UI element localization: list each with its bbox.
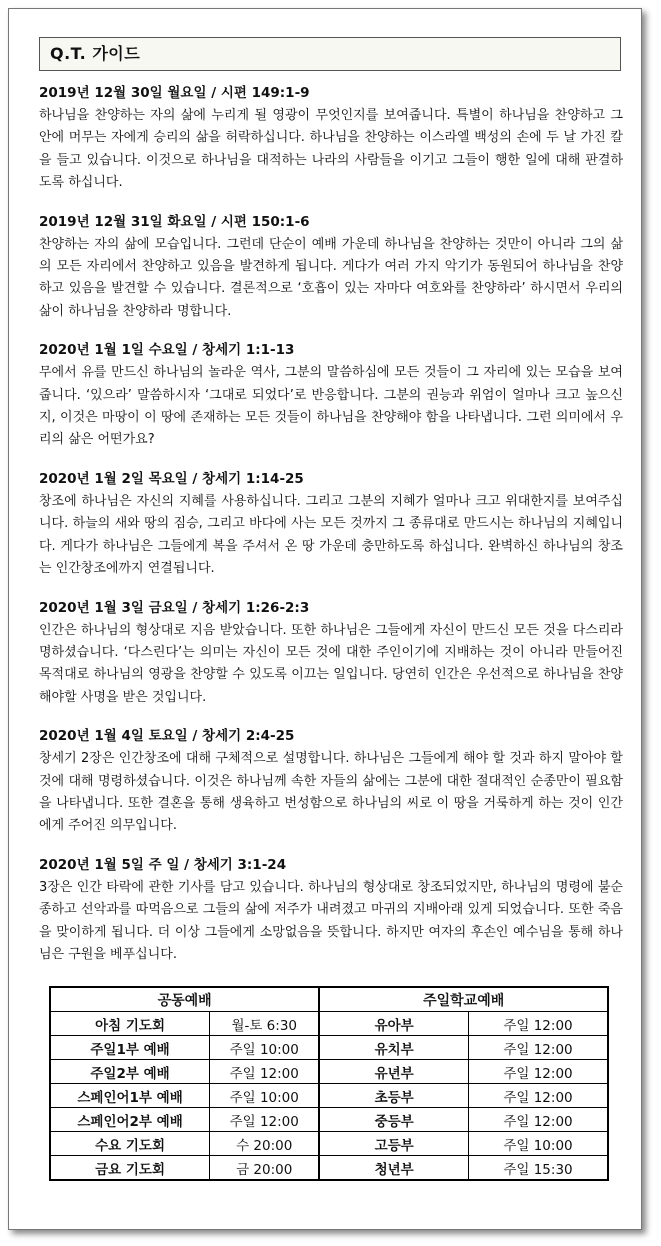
service-time: 주일 12:00 — [210, 1108, 320, 1132]
schedule-row — [50, 1036, 608, 1060]
service-time: 월-토 6:30 — [210, 1012, 320, 1036]
page-title: Q.T. 가이드 — [39, 37, 621, 71]
service-time: 주일 12:00 — [210, 1060, 320, 1084]
department-name: 중등부 — [319, 1108, 468, 1132]
congregation-worship-header: 공동예배 — [50, 987, 319, 1012]
department-time: 주일 15:30 — [468, 1156, 608, 1181]
bulletin-page — [8, 8, 642, 1230]
department-name: 초등부 — [319, 1084, 468, 1108]
schedule-row — [50, 1084, 608, 1108]
qt-entry-body: 3장은 인간 타락에 관한 기사를 담고 있습니다. 하나님의 형상대로 창조되었지만, 하나님의 명령에 불순종하고 선악과를 따먹음으로 그들의 삶에 저주가 내려졌고 마귀의 지배아래 있게 되었습니다. 또한 죽음을 맞이하게 됩니다. 더 이상 그들에게 소망없음을 뜻합니다. 하지만 여자의 후손인 예수님을 통해 하나님은 구원을 베푸십니다. — [39, 879, 623, 962]
service-time: 금 20:00 — [210, 1156, 320, 1181]
service-name: 스페인어2부 예배 — [50, 1108, 210, 1132]
qt-entry-heading: 2020년 1월 2일 목요일 / 창세기 1:14-25 — [39, 470, 304, 487]
qt-entry — [39, 598, 623, 710]
department-time: 주일 12:00 — [468, 1012, 608, 1036]
qt-entry-body: 창세기 2장은 인간창조에 대해 구체적으로 설명합니다. 하나님은 그들에게 해야 할 것과 하지 말아야 할 것에 대해 명령하셨습니다. 이것은 하나님께 속한 자들의 삶에는 그분에 대한 절대적인 순종만이 필요함을 나타냅니다. 또한 결혼을 통해 생육하고 번성함으로 하나님의 씨로 이 땅을 거룩하게 하는 것이 인간에게 주어진 의무입니다. — [39, 751, 623, 834]
qt-entry-heading: 2019년 12월 30일 월요일 / 시편 149:1-9 — [39, 85, 310, 101]
worship-schedule-table — [49, 986, 609, 1181]
qt-entry-heading: 2020년 1월 1일 수요일 / 창세기 1:1-13 — [39, 342, 295, 359]
qt-entry — [39, 212, 623, 324]
service-name: 금요 기도회 — [50, 1156, 210, 1181]
qt-entry-body: 찬양하는 자의 삶에 모습입니다. 그런데 단순이 예배 가운데 하나님을 찬양하는 것만이 아니라 그의 삶의 모든 자리에서 찬양하고 있음을 발견하게 됩니다. 게다가 여러 가지 악기가 동원되어 하나님을 찬양하고 있음을 발견할 수 있습니다. 결론적으로 ‘호흡이 있는 자마다 여호와를 찬양하라’ 하시면서 우리의 삶이 하나님을 찬양하라 명합니다. — [39, 236, 623, 319]
department-time: 주일 12:00 — [468, 1060, 608, 1084]
qt-entry-heading: 2020년 1월 4일 토요일 / 창세기 2:4-25 — [39, 728, 295, 745]
department-name: 고등부 — [319, 1132, 468, 1156]
service-name: 주일1부 예배 — [50, 1036, 210, 1060]
qt-entry — [39, 726, 623, 838]
department-time: 주일 12:00 — [468, 1084, 608, 1108]
qt-entry-body: 인간은 하나님의 형상대로 지음 받았습니다. 또한 하나님은 그들에게 자신이 만드신 모든 것을 다스리라 명하셨습니다. ‘다스린다’는 의미는 자신이 모든 것에 대한 주인이기에 지배하는 것이 아니라 만들어진 목적대로 하나님의 영광을 찬양할 수 있도록 이끄는 일입니다. 당연히 인간은 우선적으로 하나님을 찬양해야할 사명을 받은 것입니다. — [39, 622, 623, 705]
qt-entry-heading: 2019년 12월 31일 화요일 / 시편 150:1-6 — [39, 213, 310, 230]
qt-entry — [39, 855, 623, 967]
service-name: 아침 기도회 — [50, 1012, 210, 1036]
service-time: 주일 10:00 — [210, 1036, 320, 1060]
service-time: 주일 10:00 — [210, 1084, 320, 1108]
schedule-row — [50, 1156, 608, 1181]
department-time: 주일 12:00 — [468, 1036, 608, 1060]
department-time: 주일 10:00 — [468, 1132, 608, 1156]
department-name: 청년부 — [319, 1156, 468, 1181]
qt-entry — [39, 83, 623, 195]
qt-entry-body: 무에서 유를 만드신 하나님의 놀라운 역사, 그분의 말씀하심에 모든 것들이 그 자리에 있는 모습을 보여줍니다. ‘있으라’ 말씀하시자 ‘그대로 되었다’로 반응합니다. 그분의 권능과 위엄이 얼마나 크고 높으신지, 이것은 마땅이 이 땅에 존재하는 모든 것들이 하나님을 찬양해야 함을 나타냅니다. 그런 의미에서 우리의 삶은 어떤가요? — [39, 365, 623, 448]
schedule-row — [50, 1060, 608, 1084]
department-name: 유년부 — [319, 1060, 468, 1084]
department-name: 유아부 — [319, 1012, 468, 1036]
service-name: 수요 기도회 — [50, 1132, 210, 1156]
department-time: 주일 12:00 — [468, 1108, 608, 1132]
department-name: 유치부 — [319, 1036, 468, 1060]
qt-entry — [39, 469, 623, 581]
sunday-school-header: 주일학교예배 — [319, 987, 608, 1012]
service-name: 주일2부 예배 — [50, 1060, 210, 1084]
qt-entry-body: 하나님을 찬양하는 자의 삶에 누리게 될 영광이 무엇인지를 보여줍니다. 특별이 하나님을 찬양하고 그 안에 머무는 자에게 승리의 삶을 허락하십니다. 하나님을 찬양하는 이스라엘 백성의 손에 두 날 가진 칼을 들고 있습니다. 이것으로 하나님을 대적하는 나라의 사람들을 이기고 그들이 행한 일에 대해 판결하도록 하십니다. — [39, 108, 623, 191]
qt-entry-heading: 2020년 1월 5일 주 일 / 창세기 3:1-24 — [39, 856, 287, 873]
qt-entry — [39, 340, 623, 452]
service-name: 스페인어1부 예배 — [50, 1084, 210, 1108]
schedule-row — [50, 1012, 608, 1036]
service-time: 수 20:00 — [210, 1132, 320, 1156]
schedule-header-row — [50, 987, 608, 1012]
qt-entry-list — [39, 83, 623, 983]
qt-entry-heading: 2020년 1월 3일 금요일 / 창세기 1:26-2:3 — [39, 599, 310, 616]
schedule-row — [50, 1108, 608, 1132]
qt-entry-body: 창조에 하나님은 자신의 지혜를 사용하십니다. 그리고 그분의 지혜가 얼마나 크고 위대한지를 보여주십니다. 하늘의 새와 땅의 짐승, 그리고 바다에 사는 모든 것까지 그 종류대로 만드시는 하나님의 지혜입니다. 게다가 하나님은 그들에게 복을 주셔서 온 땅 가운데 충만하도록 하십니다. 완벽하신 하나님의 창조는 인간창조에까지 연결됩니다. — [39, 493, 623, 577]
schedule-row — [50, 1132, 608, 1156]
